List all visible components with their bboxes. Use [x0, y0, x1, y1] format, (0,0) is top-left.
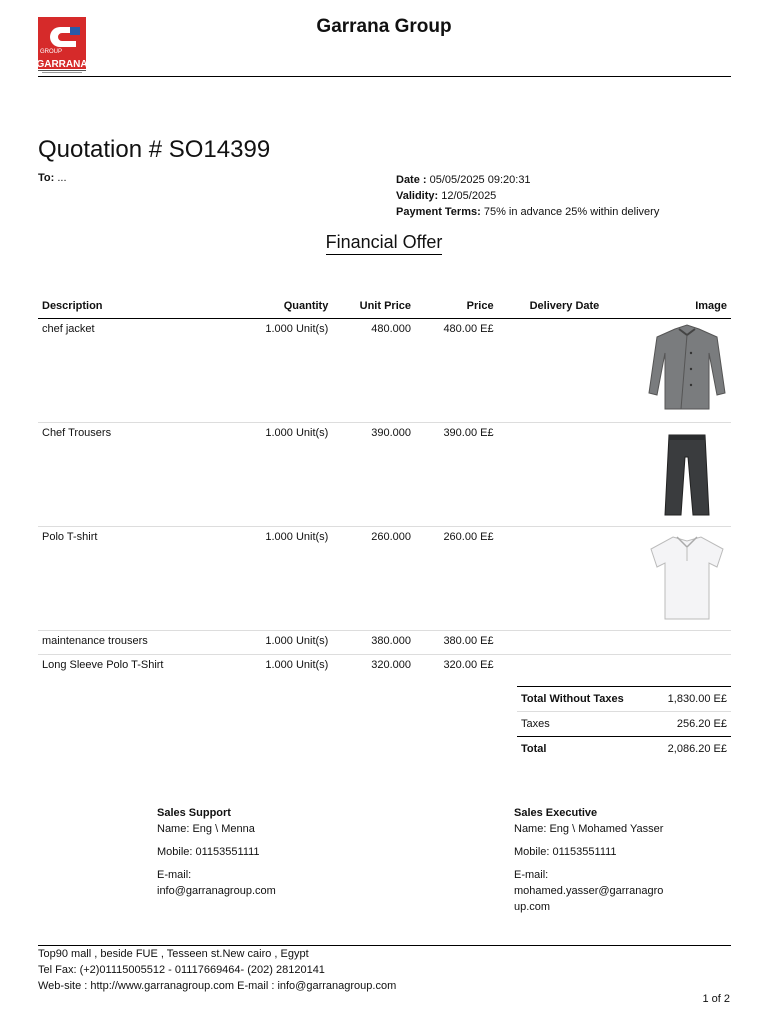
row-quantity: 1.000 Unit(s) — [265, 659, 329, 671]
quotation-meta — [396, 172, 659, 220]
col-delivery-date: Delivery Date — [498, 296, 643, 319]
footer — [38, 946, 396, 994]
sales-support-contact — [157, 805, 317, 899]
row-delivery — [498, 423, 643, 527]
to-label: To: — [38, 172, 55, 184]
col-price: Price — [415, 296, 498, 319]
taxes-row — [517, 712, 731, 737]
col-image: Image — [643, 296, 731, 319]
chef-trousers-image — [647, 427, 727, 519]
customer-block — [38, 172, 67, 184]
row-quantity: 1.000 Unit(s) — [235, 527, 333, 631]
row-delivery — [498, 655, 643, 679]
taxes-value: 256.20 E£ — [676, 718, 727, 730]
table-row — [38, 319, 731, 423]
col-unit-price: Unit Price — [332, 296, 415, 319]
row-description: maintenance trousers — [38, 631, 235, 655]
header-divider — [38, 76, 731, 77]
table-row — [38, 527, 731, 631]
payment-terms-line — [396, 204, 659, 220]
row-delivery — [498, 319, 643, 423]
svg-text:GROUP: GROUP — [40, 49, 63, 55]
row-image — [643, 631, 731, 655]
row-description: Polo T-shirt — [38, 527, 235, 631]
total-label: Total — [517, 737, 650, 762]
table-row — [38, 631, 731, 655]
totals-table — [517, 686, 731, 761]
validity-label: Validity: — [396, 190, 439, 202]
order-lines-table — [38, 296, 731, 678]
to-value: ... — [57, 172, 67, 184]
row-description: chef jacket — [38, 319, 235, 423]
support-email[interactable]: info@garranagroup.com — [157, 885, 276, 897]
footer-phones: Tel Fax: (+2)01115005512 - 01117669464- (202) 28120141 — [38, 964, 325, 976]
row-unit-price: 320.000 — [371, 659, 411, 671]
payment-terms-value: 75% in advance 25% within delivery — [483, 206, 660, 218]
svg-text:GARRANA: GARRANA — [38, 59, 86, 70]
row-quantity: 1.000 Unit(s) — [235, 423, 333, 527]
validity-value: 12/05/2025 — [441, 190, 497, 202]
support-title: Sales Support — [157, 807, 231, 819]
row-image — [643, 423, 731, 527]
table-header-row — [38, 296, 731, 319]
row-delivery — [498, 631, 643, 655]
row-unit-price: 480.000 — [332, 319, 415, 423]
row-quantity: 1.000 Unit(s) — [235, 631, 333, 655]
executive-name: Name: Eng \ Mohamed Yasser — [514, 823, 664, 835]
chef-jacket-image — [647, 323, 727, 415]
support-email-label: E-mail: — [157, 869, 192, 881]
date-value: 05/05/2025 09:20:31 — [429, 174, 531, 186]
table-row — [38, 423, 731, 527]
table-row — [38, 655, 731, 679]
row-price: 390.00 E£ — [415, 423, 498, 527]
date-label: Date : — [396, 174, 427, 186]
footer-address: Top90 mall , beside FUE , Tesseen st.New cairo , Egypt — [38, 948, 309, 960]
untaxed-label: Total Without Taxes — [517, 687, 650, 712]
executive-title: Sales Executive — [514, 807, 598, 819]
row-image — [643, 655, 731, 679]
section-heading — [0, 232, 768, 253]
page-number: 1 of 2 — [702, 993, 730, 1005]
row-image — [643, 319, 731, 423]
row-image — [643, 527, 731, 631]
untaxed-row — [517, 687, 731, 712]
sales-executive-contact — [514, 805, 669, 915]
row-quantity: 1.000 Unit(s) — [235, 319, 333, 423]
row-price: 320.00 E£ — [443, 659, 494, 671]
company-name: Garrana Group — [316, 16, 452, 37]
quotation-title: Quotation # SO14399 — [38, 136, 271, 163]
taxes-label: Taxes — [521, 718, 550, 730]
footer-web: Web-site : http://www.garranagroup.com E-mail : info@garranagroup.com — [38, 980, 397, 992]
row-unit-price: 260.000 — [332, 527, 415, 631]
row-delivery — [498, 527, 643, 631]
row-unit-price: 390.000 — [332, 423, 415, 527]
total-value: 2,086.20 E£ — [650, 737, 731, 762]
payment-terms-label: Payment Terms: — [396, 206, 481, 218]
row-price: 480.00 E£ — [415, 319, 498, 423]
executive-email[interactable]: mohamed.yasser@garranagroup.com — [514, 885, 664, 913]
col-quantity: Quantity — [235, 296, 333, 319]
date-line — [396, 172, 659, 188]
executive-mobile: Mobile: 01153551111 — [514, 846, 617, 858]
row-price: 380.00 E£ — [415, 631, 498, 655]
financial-offer-title: Financial Offer — [326, 232, 443, 255]
row-description: Chef Trousers — [38, 423, 235, 527]
col-description: Description — [38, 296, 235, 319]
polo-tshirt-image — [647, 531, 727, 623]
untaxed-value: 1,830.00 E£ — [650, 687, 731, 712]
support-mobile: Mobile: 01153551111 — [157, 846, 260, 858]
executive-email-label: E-mail: — [514, 869, 549, 881]
row-price: 260.00 E£ — [415, 527, 498, 631]
support-name: Name: Eng \ Menna — [157, 823, 255, 835]
total-row — [517, 737, 731, 762]
row-description: Long Sleeve Polo T-Shirt — [42, 659, 164, 671]
row-unit-price: 380.000 — [332, 631, 415, 655]
validity-line — [396, 188, 659, 204]
